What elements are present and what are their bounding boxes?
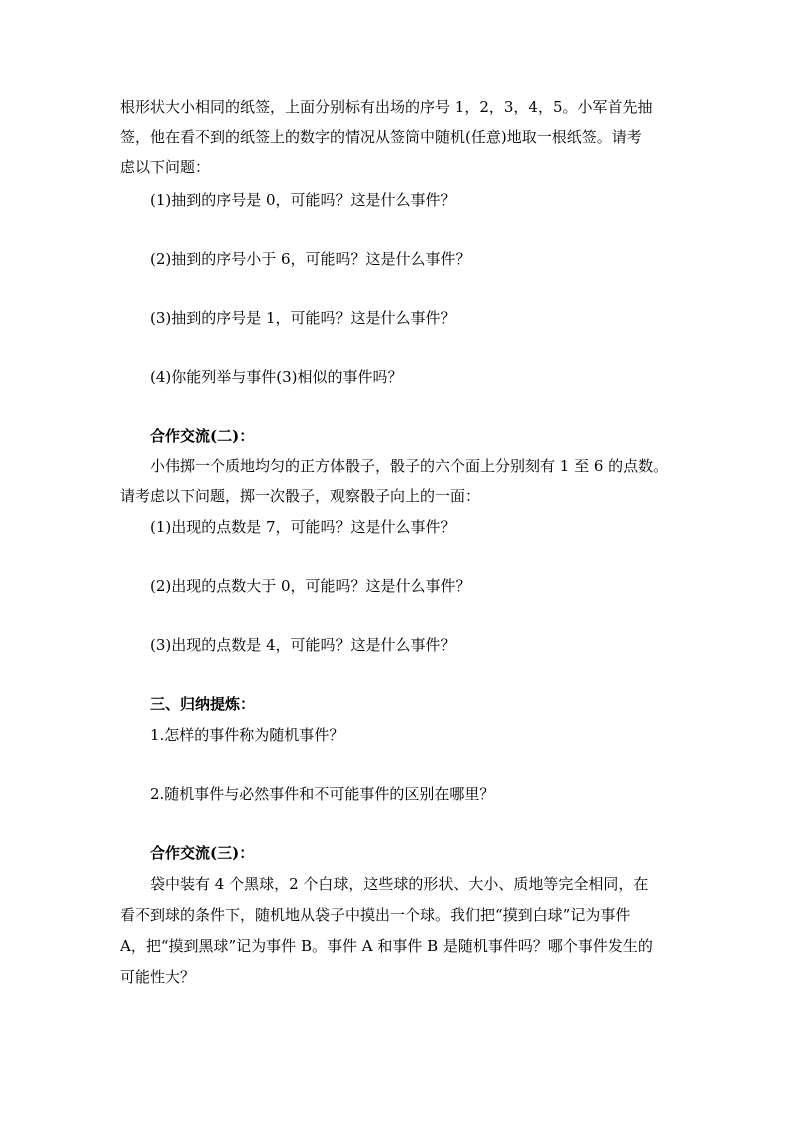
paragraph-line: 签，他在看不到的纸签上的数字的情况从签筒中随机(任意)地取一根纸签。请考	[120, 128, 642, 146]
paragraph-line: 看不到球的条件下，随机地从袋子中摸出一个球。我们把“摸到白球”记为事件	[120, 906, 631, 924]
question-item: (1)抽到的序号是 0，可能吗？这是什么事件？	[150, 191, 456, 209]
question-item: (1)出现的点数是 7，可能吗？这是什么事件？	[150, 518, 456, 536]
question-item: (3)抽到的序号是 1，可能吗？这是什么事件？	[150, 309, 456, 327]
paragraph-line: 小伟掷一个质地均匀的正方体骰子，骰子的六个面上分别刻有 1 至 6 的点数。	[150, 457, 669, 475]
paragraph-line: 请考虑以下问题，掷一次骰子，观察骰子向上的一面：	[120, 487, 481, 505]
paragraph-line: 虑以下问题：	[120, 158, 211, 176]
paragraph-line: 根形状大小相同的纸签，上面分别标有出场的序号 1，2，3，4，5。小军首先抽	[120, 98, 653, 116]
question-item: (2)出现的点数大于 0，可能吗？这是什么事件？	[150, 577, 471, 595]
question-item: (3)出现的点数是 4，可能吗？这是什么事件？	[150, 636, 456, 654]
paragraph-line: 袋中装有 4 个黑球，2 个白球，这些球的形状、大小、质地等完全相同，在	[150, 875, 649, 893]
paragraph-line: A，把“摸到黑球”记为事件 B。事件 A 和事件 B 是随机事件吗？哪个事件发生的	[120, 937, 653, 955]
section-heading: 三、归纳提炼：	[150, 695, 256, 713]
question-item: (2)抽到的序号小于 6，可能吗？这是什么事件？	[150, 250, 471, 268]
section-heading: 合作交流(二)：	[150, 427, 255, 445]
question-item: 2.随机事件与必然事件和不可能事件的区别在哪里？	[150, 785, 495, 803]
question-item: (4)你能列举与事件(3)相似的事件吗？	[150, 368, 403, 386]
question-item: 1.怎样的事件称为随机事件？	[150, 726, 345, 744]
section-heading: 合作交流(三)：	[150, 844, 255, 862]
paragraph-line: 可能性大？	[120, 968, 196, 986]
